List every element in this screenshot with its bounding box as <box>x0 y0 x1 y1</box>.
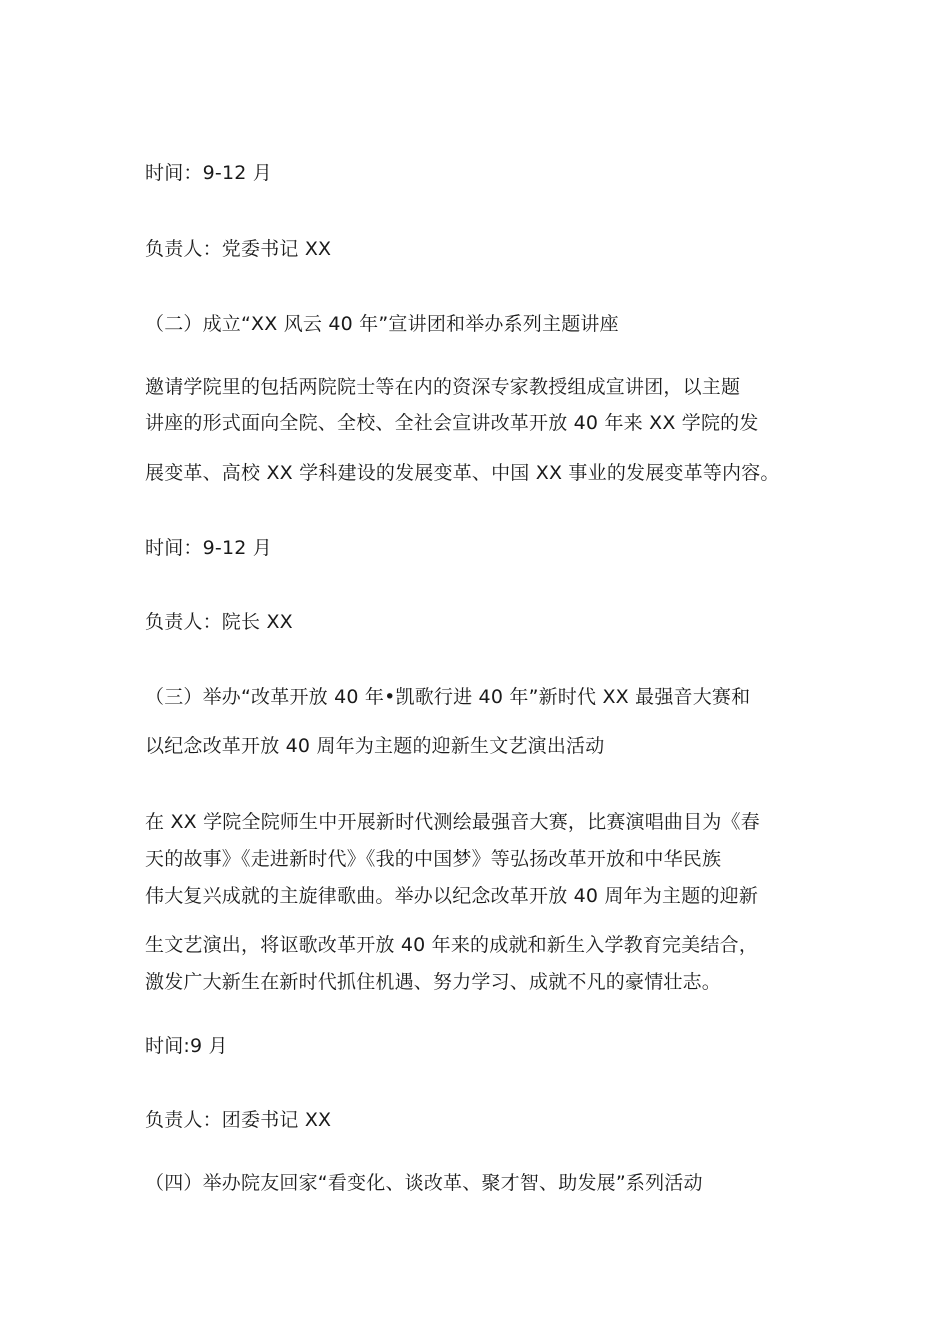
section-heading-3: （三）举办“改革开放 40 年•凯歌行进 40 年”新时代 XX 最强音大赛和 <box>145 686 751 708</box>
owner-line-3: 负责人：团委书记 XX <box>145 1109 332 1131</box>
section-heading-2: （二）成立“XX 风云 40 年”宣讲团和举办系列主题讲座 <box>145 313 619 335</box>
paragraph-line: 天的故事》《走进新时代》《我的中国梦》等弘扬改革开放和中华民族 <box>145 848 722 870</box>
section-heading-4: （四）举办院友回家“看变化、谈改革、聚才智、助发展”系列活动 <box>145 1172 703 1194</box>
time-line-2: 时间：9-12 月 <box>145 537 272 559</box>
time-line-1: 时间：9-12 月 <box>145 162 272 184</box>
paragraph-line: 在 XX 学院全院师生中开展新时代测绘最强音大赛，比赛演唱曲目为《春 <box>145 811 760 833</box>
paragraph-line: 邀请学院里的包括两院院士等在内的资深专家教授组成宣讲团，以主题 <box>145 376 741 398</box>
owner-line-2: 负责人：院长 XX <box>145 611 293 633</box>
owner-line-1: 负责人：党委书记 XX <box>145 238 332 260</box>
paragraph-line: 生文艺演出，将讴歌改革开放 40 年来的成就和新生入学教育完美结合， <box>145 934 759 956</box>
paragraph-line: 伟大复兴成就的主旋律歌曲。举办以纪念改革开放 40 周年为主题的迎新 <box>145 885 759 907</box>
paragraph-line: 讲座的形式面向全院、全校、全社会宣讲改革开放 40 年来 XX 学院的发 <box>145 412 759 434</box>
paragraph-line: 激发广大新生在新时代抓住机遇、努力学习、成就不凡的豪情壮志。 <box>145 971 722 993</box>
paragraph-line: 展变革、高校 XX 学科建设的发展变革、中国 XX 事业的发展变革等内容。 <box>145 462 780 484</box>
time-line-3: 时间:9 月 <box>145 1035 228 1057</box>
section-heading-3-cont: 以纪念改革开放 40 周年为主题的迎新生文艺演出活动 <box>145 735 605 757</box>
